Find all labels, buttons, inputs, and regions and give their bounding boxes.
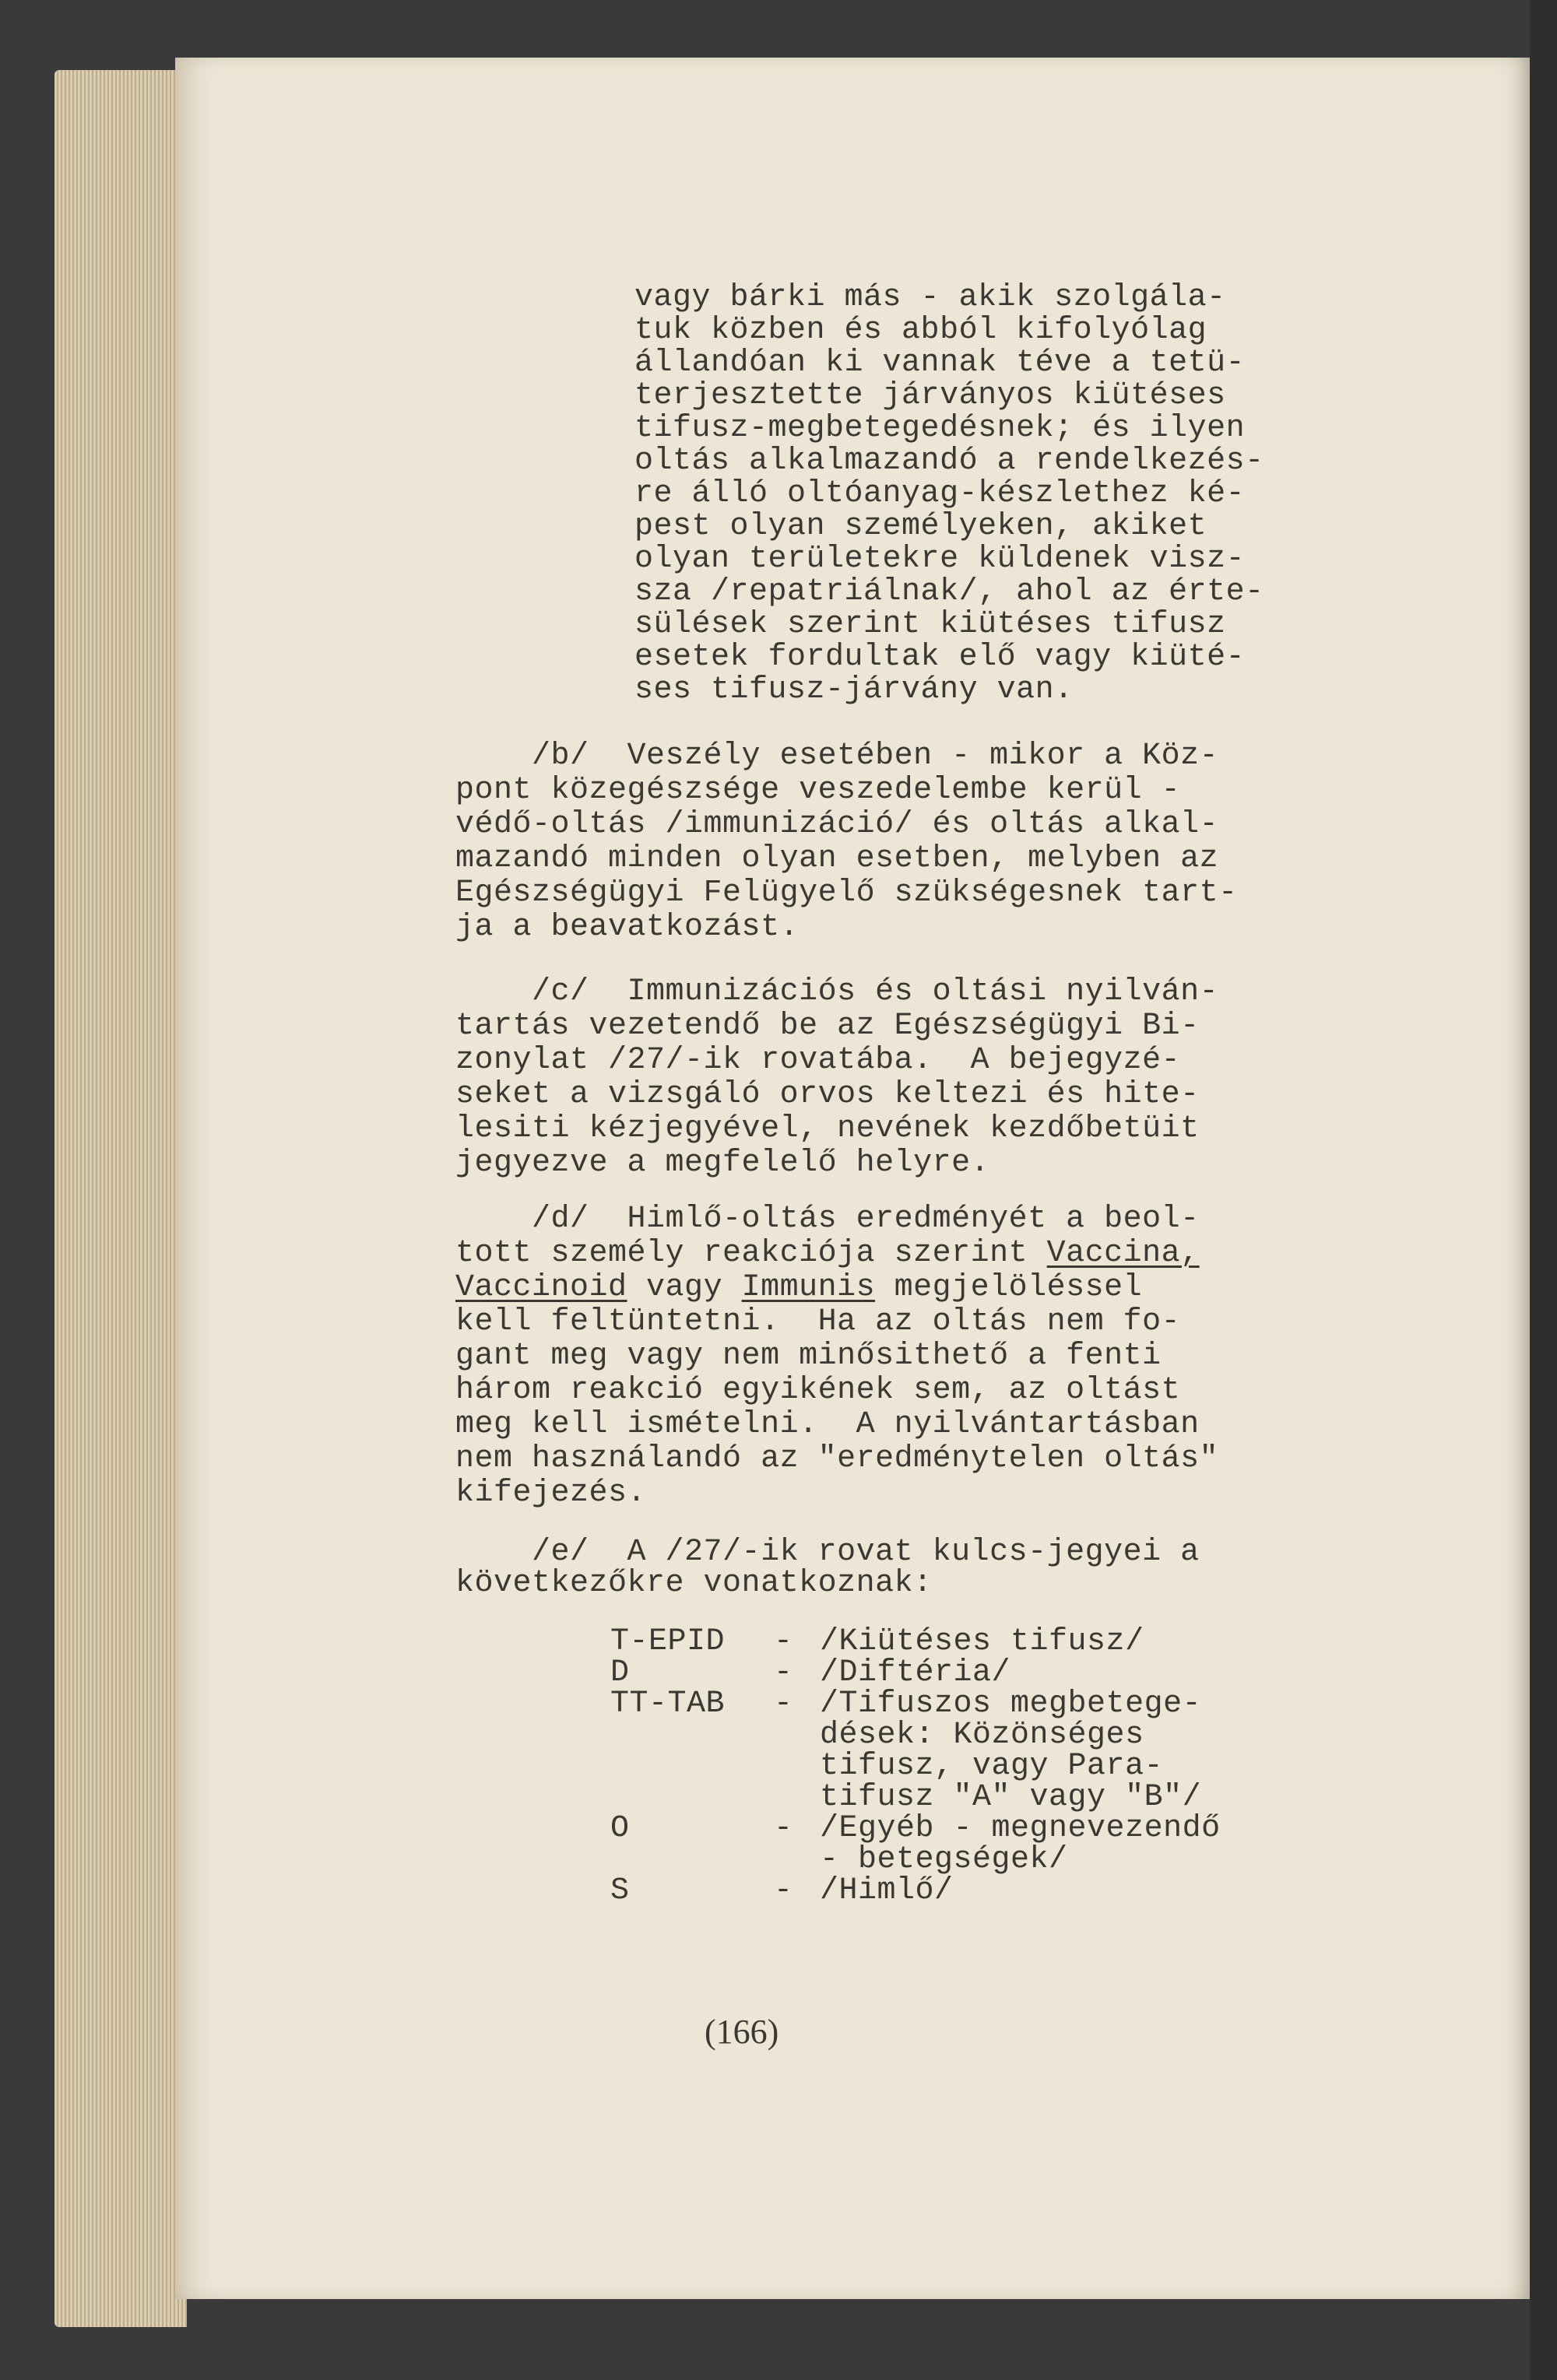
text-line: tifusz-megbetegedésnek; és ilyen xyxy=(634,411,1246,446)
text-line: ses tifusz-járvány van. xyxy=(634,672,1074,707)
text-line: /b/ Veszély esetében - mikor a Köz- xyxy=(455,739,1219,774)
key-code: TT-TAB xyxy=(610,1687,726,1722)
underlined-term: Vaccina, xyxy=(1046,1236,1200,1271)
paragraph-c xyxy=(455,975,1218,1181)
text-line: esetek fordultak elő vagy kiüté- xyxy=(634,640,1246,675)
underlined-term: Immunis xyxy=(741,1270,876,1305)
text-line: Egészségügyi Felügyelő szükségesnek tart- xyxy=(455,876,1238,911)
text-segment: kell feltüntetni. Ha az oltás nem fo- xyxy=(455,1304,1181,1339)
text-line: következőkre vonatkoznak: xyxy=(455,1566,933,1601)
text-line: vagy bárki más - akik szolgála- xyxy=(634,280,1226,315)
key-description: /Tifuszos megbetege- xyxy=(820,1687,1202,1722)
text-segment: /d/ Himlő-oltás eredményét a beol- xyxy=(455,1202,1200,1237)
text-line: pont közegészsége veszedelembe kerül - xyxy=(455,773,1181,808)
text-line: seket a vizsgáló orvos keltezi és hite- xyxy=(455,1077,1200,1112)
text-segment: tott személy reakciója szerint xyxy=(455,1236,1047,1271)
text-line: lesiti kézjegyével, nevének kezdőbetüit xyxy=(455,1111,1200,1146)
text-line: tartás vezetendő be az Egészségügyi Bi- xyxy=(455,1009,1200,1044)
book-page-edges xyxy=(54,70,187,2327)
text-line: sza /repatriálnak/, ahol az érte- xyxy=(634,574,1264,609)
text-line xyxy=(455,1202,1218,1237)
key-description: tifusz, vagy Para- xyxy=(820,1749,1164,1784)
key-description: dések: Közönséges xyxy=(820,1718,1144,1753)
text-line xyxy=(455,1374,1218,1408)
text-segment: meg kell ismételni. A nyilvántartásban xyxy=(455,1407,1200,1442)
text-line: oltás alkalmazandó a rendelkezés- xyxy=(634,444,1264,479)
key-description: /Kiütéses tifusz/ xyxy=(820,1624,1144,1659)
text-line: /e/ A /27/-ik rovat kulcs-jegyei a xyxy=(455,1535,1200,1570)
text-line: re álló oltóanyag-készlethez ké- xyxy=(634,476,1246,511)
key-description: tifusz "A" vagy "B"/ xyxy=(820,1780,1202,1815)
paragraph-b xyxy=(455,739,1238,945)
paragraph-e xyxy=(455,1537,1200,1599)
key-description: /Egyéb - megnevezendő xyxy=(820,1811,1221,1846)
text-line: /c/ Immunizációs és oltási nyilván- xyxy=(455,974,1219,1009)
key-code: T-EPID xyxy=(610,1624,726,1659)
text-line: olyan területekre küldenek visz- xyxy=(634,542,1246,577)
scan-background-right xyxy=(1530,0,1557,2380)
text-segment: vagy xyxy=(627,1270,742,1305)
key-code: S xyxy=(610,1873,630,1908)
text-segment: megjelöléssel xyxy=(875,1270,1143,1305)
key-code: D xyxy=(610,1655,630,1690)
key-description: - betegségek/ xyxy=(820,1842,1068,1877)
text-line xyxy=(455,1442,1218,1476)
key-description: /Himlő/ xyxy=(820,1873,954,1908)
text-line xyxy=(455,1271,1218,1305)
text-line: állandóan ki vannak téve a tetü- xyxy=(634,346,1246,381)
key-code: O xyxy=(610,1811,630,1846)
scan-background-top xyxy=(0,0,1557,58)
text-line xyxy=(455,1339,1218,1374)
key-code-table xyxy=(610,1624,1311,1938)
key-dash: - xyxy=(774,1873,793,1908)
text-line: pest olyan személyeken, akiket xyxy=(634,509,1207,544)
text-segment: kifejezés. xyxy=(455,1476,647,1511)
text-segment: három reakció egyikének sem, az oltást xyxy=(455,1373,1181,1408)
page-number: (166) xyxy=(705,2013,779,2051)
key-dash: - xyxy=(774,1624,793,1659)
paragraph-d xyxy=(455,1202,1218,1511)
text-line: sülések szerint kiütéses tifusz xyxy=(634,607,1226,642)
key-dash: - xyxy=(774,1811,793,1846)
text-line xyxy=(455,1408,1218,1442)
text-line xyxy=(455,1476,1218,1511)
text-line: mazandó minden olyan esetben, melyben az xyxy=(455,841,1219,876)
text-segment: gant meg vagy nem minősithető a fenti xyxy=(455,1339,1162,1374)
key-description: /Diftéria/ xyxy=(820,1655,1011,1690)
text-line: tuk közben és abból kifolyólag xyxy=(634,313,1207,348)
text-line: ja a beavatkozást. xyxy=(455,910,800,945)
key-dash: - xyxy=(774,1655,793,1690)
paragraph-a-continuation xyxy=(634,282,1264,707)
text-line xyxy=(455,1237,1218,1271)
text-segment: nem használandó az "eredménytelen oltás" xyxy=(455,1441,1219,1476)
text-line: védő-oltás /immunizáció/ és oltás alkal- xyxy=(455,807,1219,842)
key-dash: - xyxy=(774,1687,793,1722)
text-line: jegyezve a megfelelő helyre. xyxy=(455,1146,990,1181)
underlined-term: Vaccinoid xyxy=(455,1270,627,1305)
text-line: zonylat /27/-ik rovatába. A bejegyzé- xyxy=(455,1043,1181,1078)
text-line xyxy=(455,1305,1218,1339)
text-line: terjesztette járványos kiütéses xyxy=(634,378,1226,413)
